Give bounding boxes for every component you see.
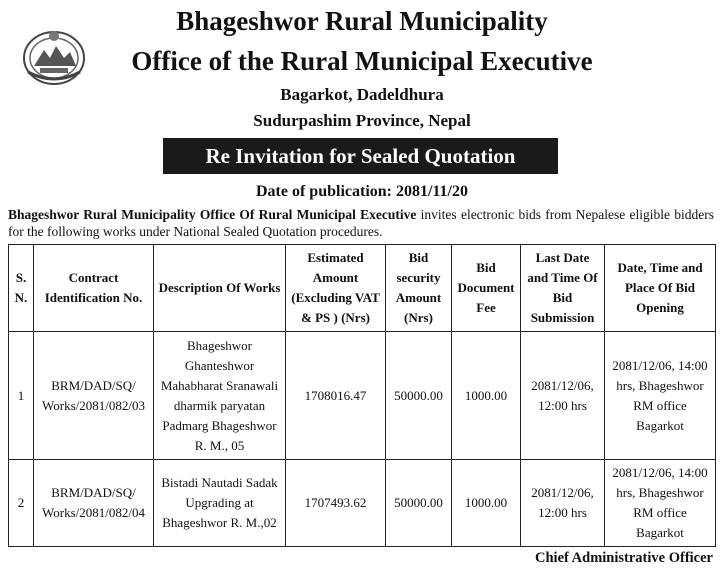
intro-text: invites electronic bids from Nepalese eligible bidders for the following works under National Sealed Quotation procedures. [8,207,714,239]
col-header-bid-security: Bid security Amount (Nrs) [386,245,452,332]
cell-estimated-amount: 1707493.62 [286,460,386,547]
notice-title-banner: Re Invitation for Sealed Quotation [163,138,558,174]
office-name: Office of the Rural Municipal Executive [131,46,593,76]
cell-bid-security: 50000.00 [386,460,452,547]
cell-bid-security: 50000.00 [386,332,452,460]
cell-estimated-amount: 1708016.47 [286,332,386,460]
office-province: Sudurpashim Province, Nepal [253,111,471,130]
cell-submission: 2081/12/06, 12:00 hrs [521,332,605,460]
table-row [9,332,716,460]
cell-description: Bhageshwor Ghanteshwor Mahabharat Sranawali dharmik paryatan Padmarg Bhageshwor R. M., 05 [154,332,286,460]
cell-submission: 2081/12/06, 12:00 hrs [521,460,605,547]
intro-bold-text: Bhageshwor Rural Municipality Office Of Rural Municipal Executive [8,207,417,222]
table-header-row [9,245,716,332]
cell-opening: 2081/12/06, 14:00 hrs, Bhageshwor RM office Bagarkot [605,332,716,460]
col-header-sn: S. N. [9,245,34,332]
publication-date: Date of publication: 2081/11/20 [255,183,468,200]
cell-sn: 1 [9,332,34,460]
cell-contract-id: BRM/DAD/SQ/ Works/2081/082/04 [34,460,154,547]
cell-document-fee: 1000.00 [452,460,521,547]
signatory-title: Chief Administrative Officer [535,550,713,566]
intro-paragraph [8,206,714,240]
office-address: Bagarkot, Dadeldhura [280,85,444,104]
municipality-name: Bhageshwor Rural Municipality [176,6,548,36]
cell-sn: 2 [9,460,34,547]
col-header-document-fee: Bid Document Fee [452,245,521,332]
col-header-opening: Date, Time and Place Of Bid Opening [605,245,716,332]
cell-contract-id: BRM/DAD/SQ/ Works/2081/082/03 [34,332,154,460]
table-row [9,460,716,547]
col-header-contract-id: Contract Identification No. [34,245,154,332]
cell-document-fee: 1000.00 [452,332,521,460]
cell-opening: 2081/12/06, 14:00 hrs, Bhageshwor RM office Bagarkot [605,460,716,547]
col-header-estimated-amount: Estimated Amount (Excluding VAT & PS ) (Nrs) [286,245,386,332]
col-header-submission: Last Date and Time Of Bid Submission [521,245,605,332]
bid-table [8,244,716,547]
cell-description: Bistadi Nautadi Sadak Upgrading at Bhageshwor R. M.,02 [154,460,286,547]
col-header-description: Description Of Works [154,245,286,332]
